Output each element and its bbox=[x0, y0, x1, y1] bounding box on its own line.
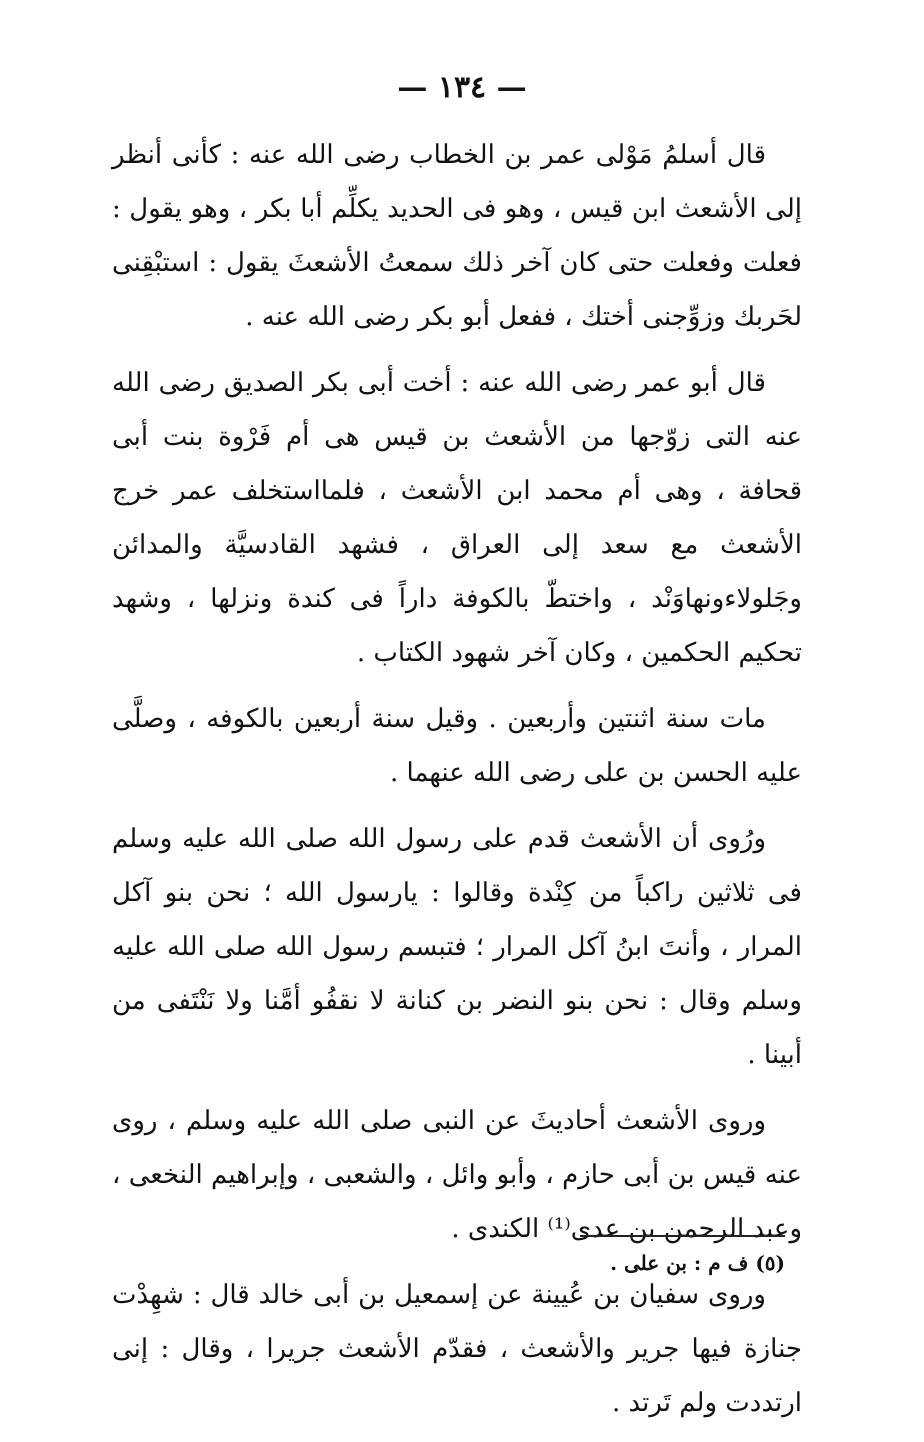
paragraph: قال أبو عمر رضى الله عنه : أخت أبى بكر الصديق رضى الله عنه التى زوّجها من الأشعث بن قيس هى أم فَرْوة بنت أبى قحافة ، وهى أم محمد ابن الأشعث ، فلمااستخلف عمر خرج الأشعث مع سعد إلى العراق ، فشهد القادسيَّة والمدائن وجَلولاءونهاوَنْد ، واختطّ بالكوفة داراً فى كندة ونزلها ، وشهد تحكيم الحكمين ، وكان آخر شهود الكتاب . bbox=[112, 368, 802, 668]
page-number: — ١٣٤ — bbox=[397, 70, 527, 105]
paragraph: قال أسلمُ مَوْلى عمر بن الخطاب رضى الله عنه : كأنى أنظر إلى الأشعث ابن قيس ، وهو فى الحديد يكلِّم أبا بكر ، وهو يقول : فعلت وفعلت حتى كان آخر ذلك سمعتُ الأشعثَ يقول : استبْقِنى لحَربك وزوِّجنى أختك ، ففعل أبو بكر رضى الله عنه . bbox=[112, 140, 802, 332]
body-text bbox=[112, 128, 802, 1442]
paragraph: وروى سفيان بن عُيينة عن إسمعيل بن أبى خالد قال : شهِدْت جنازة فيها جرير والأشعث ، فقدّم الأشعث جريرا ، وقال : إنى ارتددت ولم تَرتد . bbox=[112, 1280, 802, 1418]
paragraph: وروى الأشعث أحاديثَ عن النبى صلى الله عليه وسلم ، روى عنه قيس بن أبى حازم ، وأبو وائل ، والشعبى ، وإبراهيم النخعى ، وعبد الرحمن بن عدى⁽¹⁾ الكندى . bbox=[112, 1106, 802, 1244]
footnote: (٥) ف م : بن على . bbox=[610, 1251, 785, 1275]
footnote-divider bbox=[580, 1235, 785, 1237]
paragraph: مات سنة اثنتين وأربعين . وقيل سنة أربعين بالكوفه ، وصلَّى عليه الحسن بن على رضى الله عنهما . bbox=[112, 704, 802, 788]
paragraph: ورُوى أن الأشعث قدم على رسول الله صلى الله عليه وسلم فى ثلاثين راكباً من كِنْدة وقالوا : يارسول الله ؛ نحن بنو آكل المرار ، وأنتَ ابنُ آكل المرار ؛ فتبسم رسول الله صلى الله عليه وسلم وقال : نحن بنو النضر بن كنانة لا نقفُو أمَّنا ولا نَنْتَفى من أبينا . bbox=[112, 824, 802, 1070]
